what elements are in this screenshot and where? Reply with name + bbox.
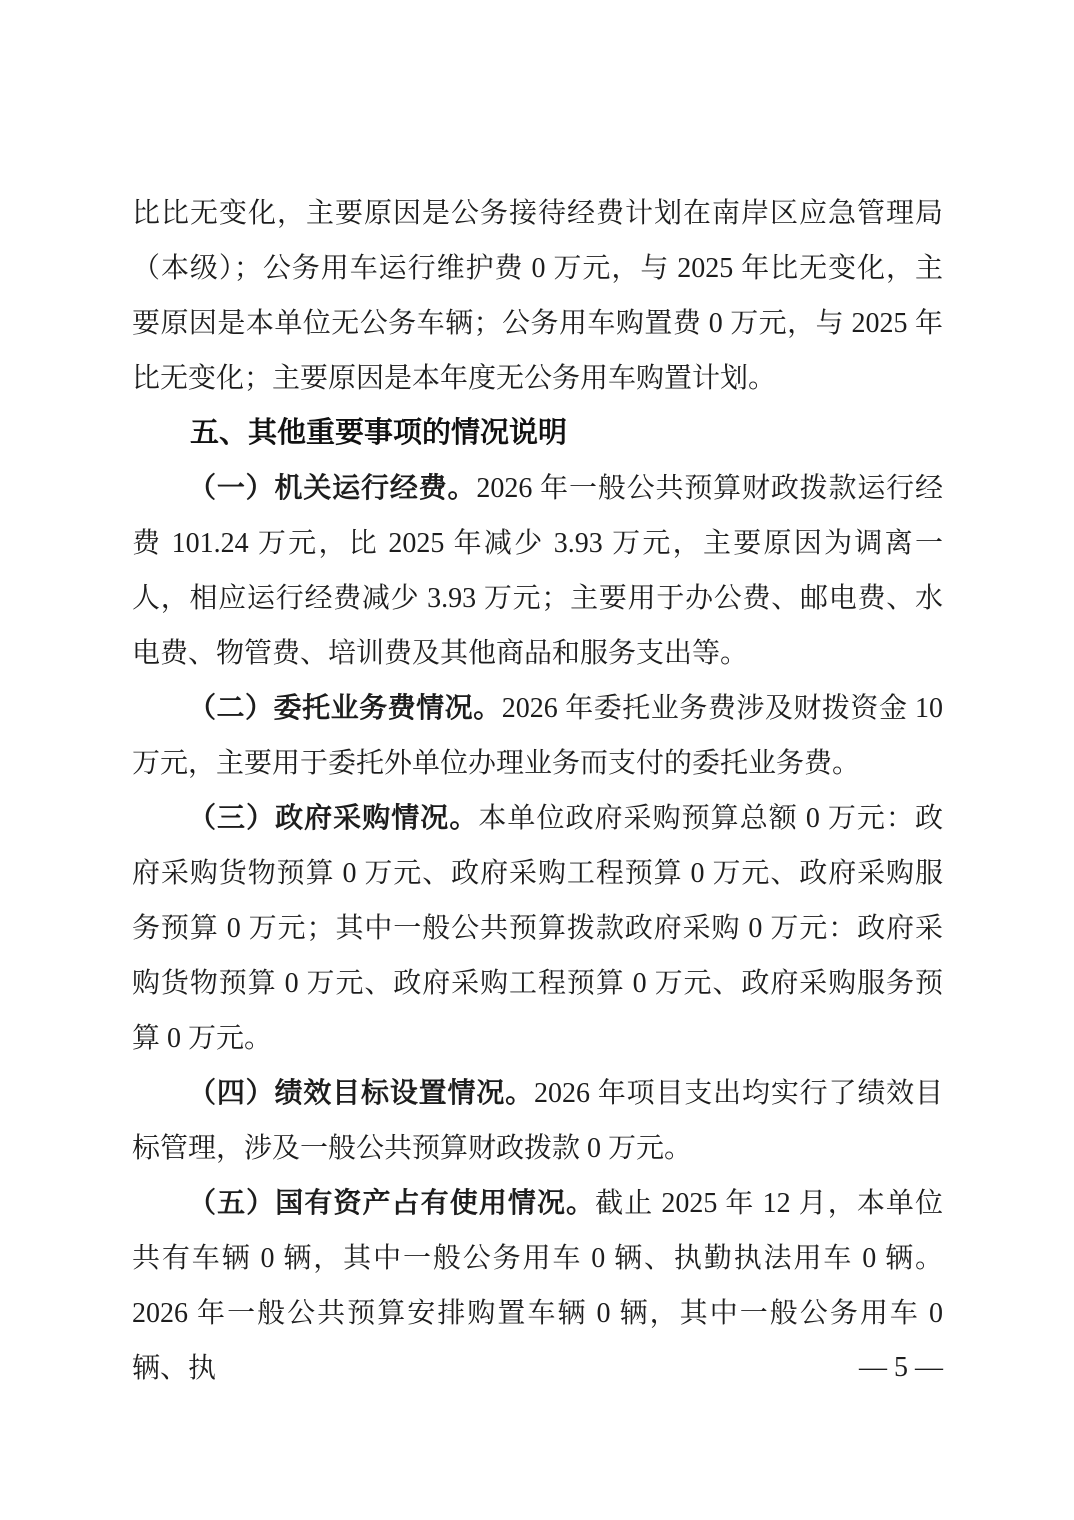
item-3-lead: （三）政府采购情况。 (188, 803, 479, 834)
item-1-text: 2026 年一般公共预算财政拨款运行经费 101.24 万元，比 2025 年减少 3.93 万元，主要原因为调离一人，相应运行经费减少 3.93 万元；主要用于办公费、邮电费、水电费、物管费、培训费及其他商品和服务支出等。 (132, 473, 943, 669)
page-footer (859, 1348, 943, 1388)
item-3-text: 本单位政府采购预算总额 0 万元：政府采购货物预算 0 万元、政府采购工程预算 0 万元、政府采购服务预算 0 万元；其中一般公共预算拨款政府采购 0 万元：政府采购货物预算 0 万元、政府采购工程预算 0 万元、政府采购服务预算 0 万元。 (132, 803, 943, 1054)
budget-item-paragraph (132, 461, 943, 681)
item-4-text: 2026 年项目支出均实行了绩效目标管理，涉及一般公共预算财政拨款 0 万元。 (132, 1078, 943, 1164)
item-2-lead: （二）委托业务费情况。 (188, 693, 502, 724)
item-5-lead: （五）国有资产占有使用情况。 (188, 1188, 596, 1219)
item-5-text: 截止 2025 年 12 月，本单位共有车辆 0 辆，其中一般公务用车 0 辆、执勤执法用车 0 辆。2026 年一般公共预算安排购置车辆 0 辆，其中一般公务用车 0 辆、执 (132, 1188, 943, 1384)
budget-item-paragraph (132, 1066, 943, 1176)
item-1-lead: （一）机关运行经费。 (188, 473, 477, 504)
paragraph-continuation: 比比无变化，主要原因是公务接待经费计划在南岸区应急管理局（本级）；公务用车运行维护费 0 万元，与 2025 年比无变化，主要原因是本单位无公务车辆；公务用车购置费 0 万元，与 2025 年比无变化；主要原因是本年度无公务用车购置计划。 (132, 198, 943, 394)
document-body (132, 186, 943, 1396)
item-4-lead: （四）绩效目标设置情况。 (188, 1078, 534, 1109)
budget-item-paragraph (132, 1176, 943, 1396)
item-2-text: 2026 年委托业务费涉及财拨资金 10 万元，主要用于委托外单位办理业务而支付的委托业务费。 (132, 693, 943, 779)
budget-item-paragraph (132, 681, 943, 791)
budget-item-paragraph (132, 791, 943, 1066)
page-number: — 5 — (859, 1352, 943, 1383)
section-heading: 五、其他重要事项的情况说明 (190, 417, 568, 449)
